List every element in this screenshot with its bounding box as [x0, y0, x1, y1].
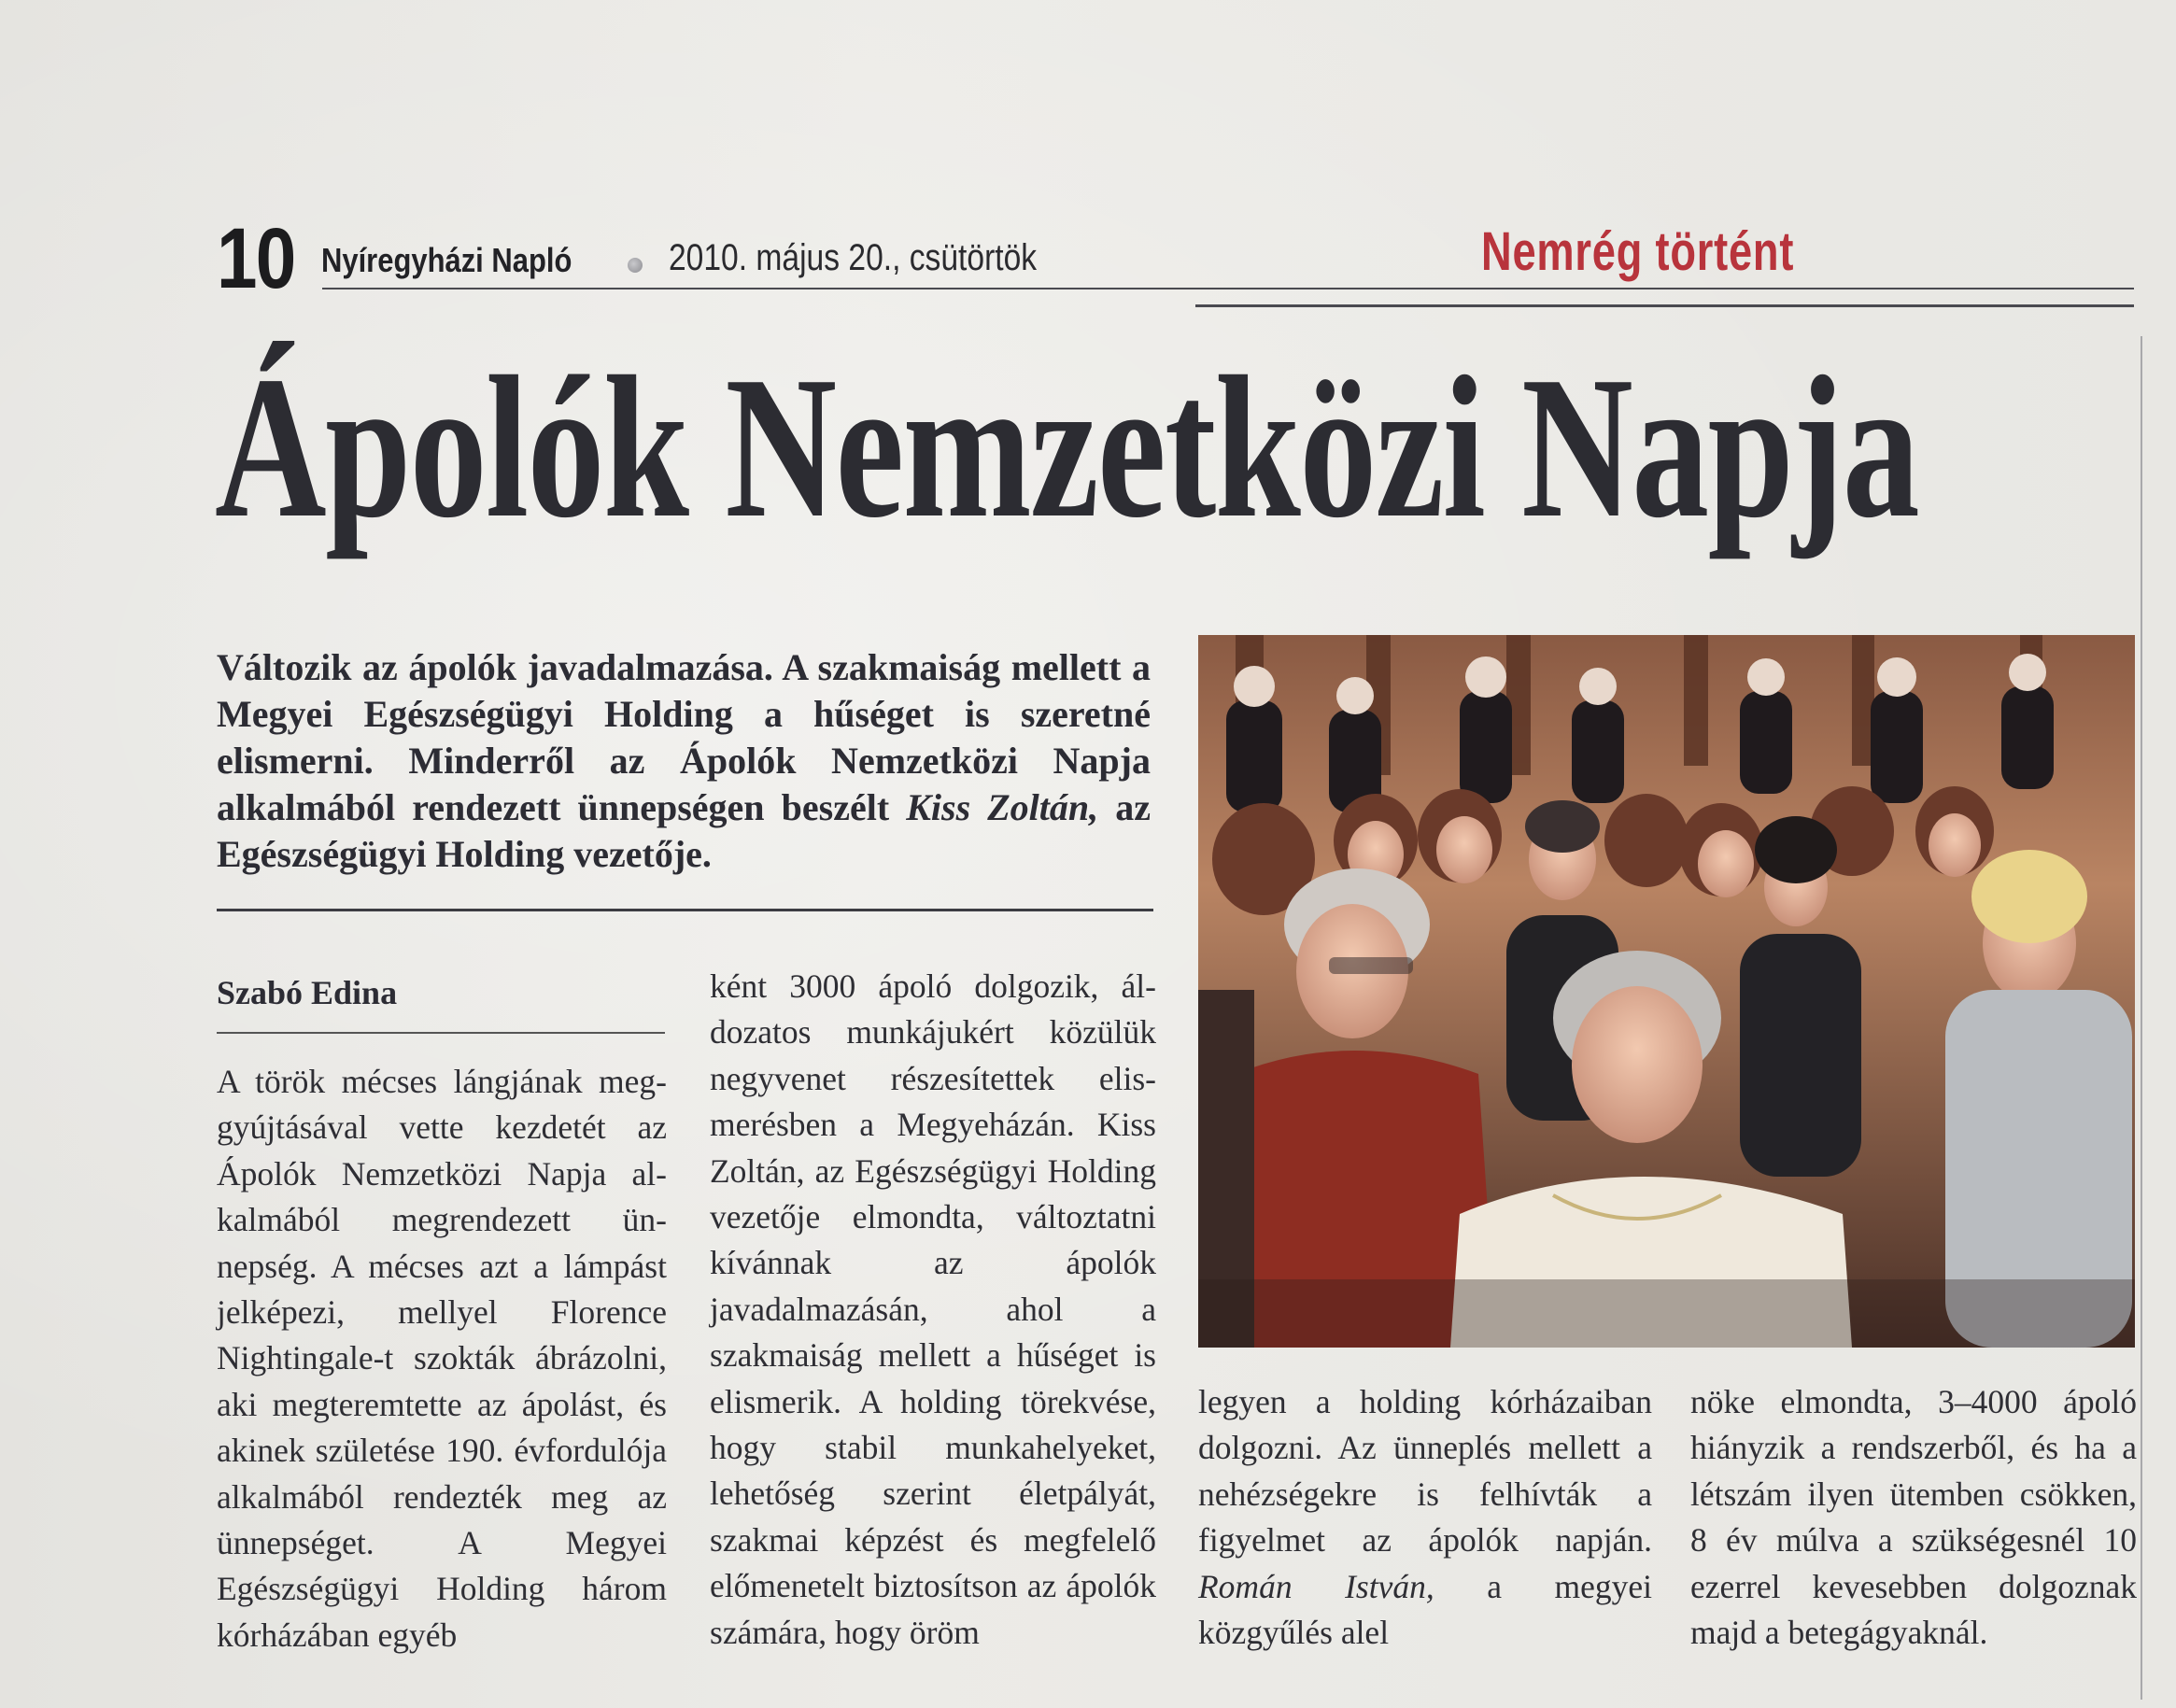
article-headline: Ápolók Nemzetközi Napja: [215, 335, 1919, 560]
bullet-icon: [628, 258, 643, 273]
lead-rule: [217, 909, 1153, 911]
header-rule-secondary: [1195, 304, 2134, 307]
lead-text: Változik az ápolók javadalmazása. A szakmaiság mellett a Megyei Egészségügyi Holding a hűséget is szeretné elismerni. Minderről az Ápolók Nemzetközi Napja alkalmából rendezett ünnepségen beszélt: [217, 646, 1151, 828]
column-3-person-name: Román István,: [1198, 1567, 1434, 1605]
article-column-3: [1198, 1379, 1652, 1656]
column-1-text: A török mécses lángjának meggyújtásával vette kezdetét az Ápolók Nemzetközi Napja alkalmából megrendezett ünnepség. A mécses azt a lámpást jelképezi, mellyel Florence Nightingale-t szokták ábrázolni, aki megteremtette az ápolást, és akinek születése 190. évfordulója alkalmából rendezték meg az ünnepséget. A Megyei Egészségügyi Holding három kórházában egyéb: [217, 1063, 667, 1654]
article-column-2: [710, 964, 1156, 1656]
article-column-4: [1690, 1379, 2137, 1656]
page-number: 10: [217, 211, 295, 306]
column-3-text-end: a megyei közgyűlés alel: [1198, 1567, 1652, 1652]
article-lead: [217, 644, 1151, 878]
newspaper-name: Nyíregyházi Napló: [321, 241, 572, 279]
byline-rule: [217, 1032, 665, 1034]
section-title: Nemrég történt: [1481, 221, 1795, 282]
header-rule: [322, 288, 2134, 289]
photo-illustration: [1198, 635, 2135, 1348]
column-3-text: legyen a holding kórházaiban dolgozni. Az ünneplés mellett a nehézségekre is felhívták a figyelmet az ápolók napján.: [1198, 1383, 1652, 1560]
lead-person-name: Kiss Zoltán,: [906, 786, 1099, 828]
ceremony-audience-photo: [1198, 635, 2135, 1348]
column-3-paragraph: [1198, 1379, 1652, 1656]
lead-text-end: az Egészségügyi Holding vezetője.: [217, 786, 1151, 875]
issue-date: 2010. május 20., csütörtök: [669, 237, 1038, 278]
author-byline: Szabó Edina: [217, 974, 398, 1011]
column-2-text: ként 3000 ápoló dolgozik, áldozatos munkájukért közülük negyvenet részesítettek elismerésben a Megyeházán. Kiss Zoltán, az Egészségügyi Holding vezetője elmondta, változtatni kívánnak az ápolók javadalmazásán, ahol a szakmaiság mellett a hűséget is elismerik. A holding törekvése, hogy stabil munkahelyeket, lehetőség szerint életpályát, szakmai képzést és megfelelő előmenetelt biztosítson az ápolók számára, hogy öröm: [710, 967, 1156, 1651]
column-4-text: nöke elmondta, 3–4000 ápoló hiányzik a rendszerből, és ha a létszám ilyen ütemben csökken, 8 év múlva a szükségesnél 10 ezerrel kevesebben dolgoznak majd a betegágyaknál.: [1690, 1383, 2137, 1652]
column-rule: [2141, 336, 2142, 1700]
article-column-1: [217, 1059, 667, 1659]
